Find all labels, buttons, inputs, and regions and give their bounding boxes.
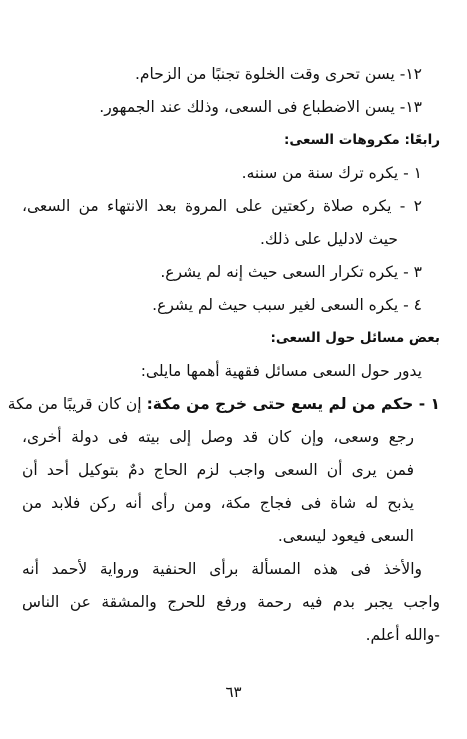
text-line: ٢ - يكره صلاة ركعتين على المروة بعد الانتهاء من السعى، (22, 197, 422, 215)
text-line: ٤ - يكره السعى لغير سبب حيث لم يشرع. (152, 296, 422, 314)
text-line: يدور حول السعى مسائل فقهية أهمها مايلى: (140, 362, 422, 380)
page-number: ٦٣ (225, 683, 242, 701)
text-line (7, 388, 440, 421)
text-line: ١٣- يسن الاضطباع فى السعى، وذلك عند الجمهور. (99, 98, 422, 116)
issue-title: ١ - حكم من لم يسع حتى خرج من مكة: (146, 395, 440, 413)
section-heading: رابعًا: مكروهات السعى: (283, 132, 440, 148)
section-heading: بعض مسائل حول السعى: (270, 330, 440, 346)
text-line: واجب يجبر بدم فيه رحمة ورفع للحرج والمشقة عن الناس (22, 593, 440, 611)
text-line: والأخذ فى هذه المسألة برأى الحنفية ورواية لأحمد أنه (22, 560, 422, 578)
text-line: رجع وسعى، وإن كان قد وصل إلى بيته فى دولة أخرى، (22, 428, 414, 446)
text-line: -والله أعلم. (365, 626, 440, 644)
text-line: السعى فيعود ليسعى. (277, 527, 414, 545)
issue-text: إن كان قريبًا من مكة (7, 395, 142, 413)
text-line: ١ - يكره ترك سنة من سننه. (241, 164, 422, 182)
text-line: فمن يرى أن السعى واجب لزم الحاج دمٌ بتوكيل أحد أن (22, 461, 414, 479)
text-line: ١٢- يسن تحرى وقت الخلوة تجنبًا من الزحام. (135, 65, 422, 83)
text-line: ٣ - يكره تكرار السعى حيث إنه لم يشرع. (160, 263, 422, 281)
text-line: حيث لادليل على ذلك. (259, 230, 398, 248)
text-line: يذبح له شاة فى فجاج مكة، ومن رأى أنه ركن فلابد من (22, 494, 414, 512)
